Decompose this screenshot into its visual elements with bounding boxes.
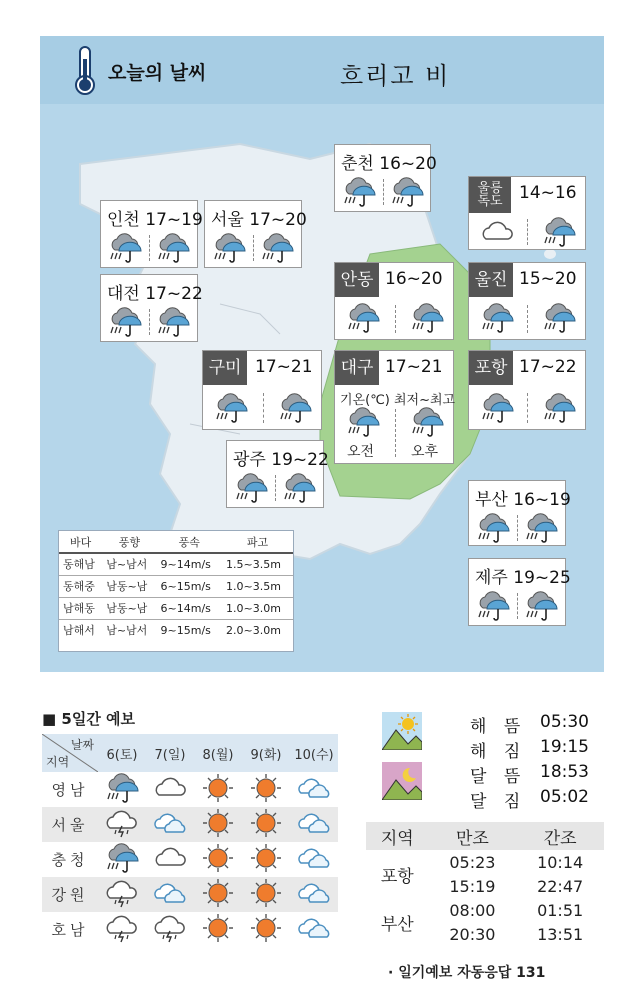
shower-icon <box>104 808 140 838</box>
city-temp: 14~16 <box>519 183 577 203</box>
tide-table <box>366 822 604 946</box>
partly-cloudy-icon <box>152 878 188 908</box>
shower-icon <box>104 913 140 943</box>
moon-label: 달 짐 <box>470 792 527 812</box>
map-header <box>40 36 604 104</box>
day-header: 9(화) <box>242 734 290 772</box>
moonrise-icon <box>382 762 422 800</box>
sun-icon <box>248 808 284 838</box>
city-card-seoul <box>204 200 307 268</box>
day-header: 7(일) <box>146 734 194 772</box>
partly-cloudy-icon <box>296 843 332 873</box>
partly-cloudy-icon <box>296 878 332 908</box>
partly-cloudy-icon <box>296 913 332 943</box>
day-header: 10(수) <box>290 734 338 772</box>
forecast-title: ■ 5일간 예보 <box>42 710 136 728</box>
partly-cloudy-icon <box>296 808 332 838</box>
rain-icon <box>345 303 381 333</box>
rain-icon <box>281 473 317 503</box>
rain-icon <box>541 303 577 333</box>
table-row: 20:30 13:51 <box>449 924 584 944</box>
city-card-ulleung <box>468 176 586 250</box>
rain-icon <box>389 177 425 207</box>
city-temp: 17~22 <box>519 357 577 377</box>
day-header: 6(토) <box>98 734 146 772</box>
region-label: 영남 <box>51 781 89 799</box>
sea-header: 풍속 <box>157 531 222 553</box>
rain-icon <box>155 233 191 263</box>
region-label: 강원 <box>42 877 98 912</box>
city-label: 제주 19~25 <box>475 568 571 588</box>
tide-header: 만조 <box>429 822 517 850</box>
partly-cloudy-icon <box>152 808 188 838</box>
rain-icon <box>409 303 445 333</box>
rain-icon <box>104 773 140 803</box>
sea-header: 파고 <box>222 531 293 553</box>
rain-icon <box>104 843 140 873</box>
table-row <box>42 877 338 912</box>
rain-icon <box>479 393 515 423</box>
city-tag: 구미 <box>203 351 247 385</box>
sun-icon <box>200 913 236 943</box>
sea-header: 바다 <box>59 531 102 553</box>
sun-time: 05:30 <box>540 712 589 732</box>
region-label: 서울 <box>42 807 98 842</box>
city-temp: 16~20 <box>385 269 443 289</box>
table-row: 남해서 남~남서 9~15m/s 2.0~3.0m <box>59 619 293 641</box>
rain-icon <box>541 217 577 247</box>
table-row: 포항 05:23 10:14 <box>380 852 584 887</box>
sun-icon <box>200 878 236 908</box>
table-row: 15:19 22:47 <box>449 876 584 896</box>
sun-icon <box>200 843 236 873</box>
rain-icon <box>259 233 295 263</box>
city-card-andong <box>334 262 454 340</box>
sun-label: 해 뜸 <box>470 717 527 737</box>
city-tag: 포항 <box>469 351 513 385</box>
table-row <box>42 842 338 877</box>
city-temp: 15~20 <box>519 269 577 289</box>
sea-conditions-table <box>58 530 294 652</box>
sun-icon <box>248 773 284 803</box>
rain-icon <box>155 307 191 337</box>
rain-icon <box>233 473 269 503</box>
rain-icon <box>479 303 515 333</box>
region-label: 충청 <box>51 851 89 869</box>
rain-icon <box>523 591 559 621</box>
shower-icon <box>152 913 188 943</box>
rain-icon <box>523 513 559 543</box>
city-label: 서울 17~20 <box>211 210 307 230</box>
sun-icon <box>248 878 284 908</box>
day-header: 8(월) <box>194 734 242 772</box>
rain-icon <box>345 407 381 437</box>
rain-icon <box>541 393 577 423</box>
rain-icon <box>277 393 313 423</box>
weather-summary: 흐리고 비 <box>340 62 451 90</box>
city-card-daegu <box>334 350 454 464</box>
moon-time: 05:02 <box>540 787 589 807</box>
legend-text: 기온(℃) 최저~최고 <box>340 393 456 408</box>
city-label: 부산 16~19 <box>475 490 571 510</box>
rain-icon <box>107 233 143 263</box>
table-row: 남해동 남동~남 6~14m/s 1.0~3.0m <box>59 597 293 619</box>
table-row <box>42 807 338 842</box>
moon-label: 달 뜸 <box>470 767 527 787</box>
sun-icon <box>200 808 236 838</box>
table-row <box>42 772 338 807</box>
rain-icon <box>409 407 445 437</box>
city-card-jeju <box>468 558 571 626</box>
rain-icon <box>107 307 143 337</box>
city-temp: 17~21 <box>255 357 313 377</box>
city-tag: 대구 <box>335 351 379 385</box>
city-label: 광주 19~22 <box>233 450 329 470</box>
city-card-daejeon <box>100 274 203 342</box>
city-card-incheon <box>100 200 203 268</box>
city-temp: 17~21 <box>385 357 443 377</box>
sea-header: 풍향 <box>102 531 156 553</box>
city-card-pohang <box>468 350 586 430</box>
city-tag: 울진 <box>469 263 513 297</box>
city-tag: 안동 <box>335 263 379 297</box>
sun-time: 19:15 <box>540 737 589 757</box>
city-card-busan <box>468 480 571 546</box>
cloud-icon <box>152 843 188 873</box>
rain-icon <box>475 591 511 621</box>
shower-icon <box>104 878 140 908</box>
sun-icon <box>248 913 284 943</box>
am-label: 오전 <box>347 444 375 460</box>
moon-time: 18:53 <box>540 762 589 782</box>
pm-label: 오후 <box>411 444 439 460</box>
corner-cell: 날짜 지역 <box>42 734 98 772</box>
partly-cloudy-icon <box>296 773 332 803</box>
region-label: 호남 <box>51 921 89 939</box>
rain-icon <box>213 393 249 423</box>
sun-icon <box>200 773 236 803</box>
sunrise-icon <box>382 712 422 750</box>
cloud-icon <box>479 217 515 247</box>
city-card-chuncheon <box>334 144 437 212</box>
city-tag: 울릉 독도 <box>469 177 511 213</box>
city-card-uljin <box>468 262 586 340</box>
cloud-icon <box>152 773 188 803</box>
page-title: 오늘의 날씨 <box>108 62 207 84</box>
five-day-forecast-table <box>42 734 338 947</box>
table-row <box>42 912 338 947</box>
rain-icon <box>475 513 511 543</box>
rain-icon <box>211 233 247 263</box>
city-label: 대전 17~22 <box>107 284 203 304</box>
thermometer-icon <box>70 45 100 97</box>
rain-icon <box>341 177 377 207</box>
city-card-gumi <box>202 350 322 430</box>
footer-hotline: · 일기예보 자동응답 131 <box>388 965 546 981</box>
city-card-gwangju <box>226 440 329 508</box>
table-row: 동해남 남~남서 9~14m/s 1.5~3.5m <box>59 553 293 575</box>
city-label: 인천 17~19 <box>107 210 203 230</box>
city-label: 춘천 16~20 <box>341 154 437 174</box>
sun-label: 해 짐 <box>470 742 527 762</box>
table-row: 부산 08:00 01:51 <box>380 900 584 935</box>
table-row: 동해중 남동~남 6~15m/s 1.0~3.5m <box>59 575 293 597</box>
sun-icon <box>248 843 284 873</box>
tide-header: 지역 <box>366 822 429 850</box>
tide-header: 간조 <box>516 822 604 850</box>
